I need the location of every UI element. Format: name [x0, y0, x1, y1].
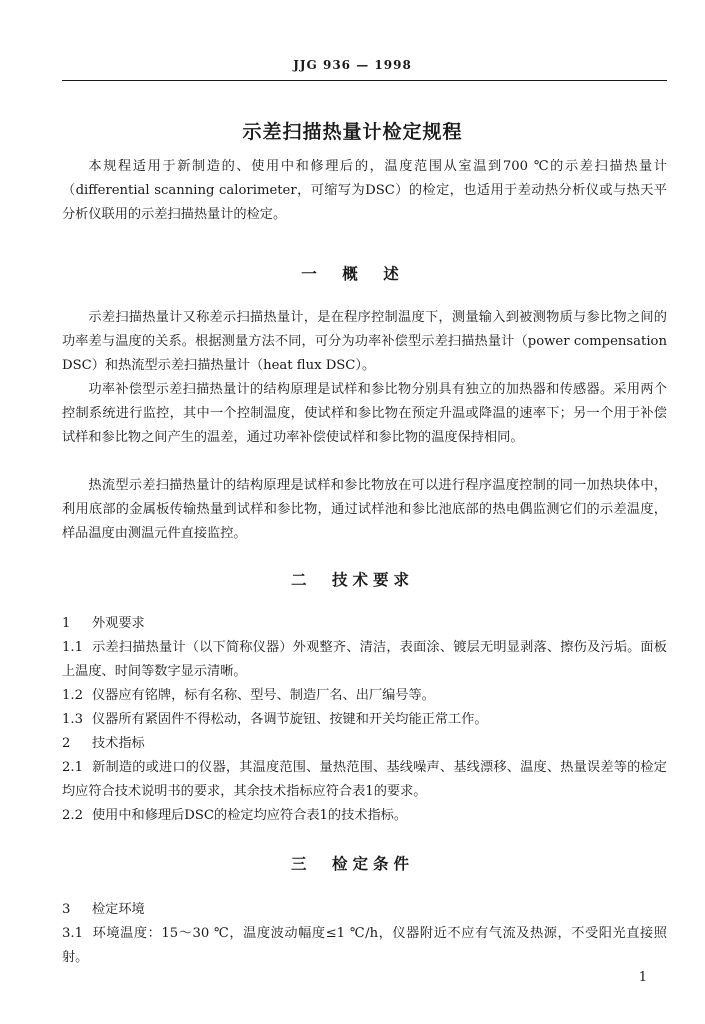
list-item — [62, 922, 667, 970]
page-number: 1 — [638, 970, 647, 985]
section-3-heading: 三 检定条件 — [290, 854, 414, 873]
list-item — [62, 684, 667, 708]
item-text: 仪器所有紧固件不得松动，各调节旋钮、按键和开关均能正常工作。 — [92, 712, 488, 727]
section-1-paragraph: 热流型示差扫描热量计的结构原理是试样和参比物放在可以进行程序温度控制的同一加热块体中，利用底部的金属板传输热量到试样和参比物，通过试样池和参比池底部的热电偶监测它们的示差温度，样品温度由测温元件直接监控。 — [62, 478, 667, 541]
list-item — [62, 612, 667, 636]
list-item — [62, 636, 667, 684]
item-text: 检定环境 — [92, 902, 145, 917]
section-2-heading: 二 技术要求 — [290, 570, 414, 589]
item-number: 1.3 — [62, 712, 83, 727]
item-text: 外观要求 — [92, 616, 145, 631]
item-number: 1.2 — [62, 688, 83, 703]
header-rule — [62, 80, 667, 81]
item-number: 2.2 — [62, 808, 83, 823]
list-item — [62, 804, 667, 828]
list-item — [62, 898, 667, 922]
item-number: 2.1 — [62, 760, 83, 775]
document-title: 示差扫描热量计检定规程 — [242, 121, 463, 143]
list-item — [62, 756, 667, 804]
section-1-paragraph: 功率补偿型示差扫描热量计的结构原理是试样和参比物分别具有独立的加热器和传感器。采用两个控制系统进行监控，其中一个控制温度，使试样和参比物在预定升温或降温的速率下；另一个用于补偿试样和参比物之间产生的温差，通过功率补偿使试样和参比物的温度保持相同。 — [62, 382, 667, 445]
section-1-paragraph: 示差扫描热量计又称差示扫描热量计，是在程序控制温度下，测量输入到被测物质与参比物之间的功率差与温度的关系。根据测量方法不同，可分为功率补偿型示差扫描热量计（power compensation DSC）和热流型示差扫描热量计（heat flux DSC）。 — [62, 310, 667, 373]
intro-paragraph: 本规程适用于新制造的、使用中和修理后的，温度范围从室温到700 ℃的示差扫描热量计（differential scanning calorimeter，可缩写为DSC）的检定，也适用于差动热分析仪或与热天平分析仪联用的示差扫描热量计的检定。 — [62, 159, 667, 222]
list-item — [62, 708, 667, 732]
list-item — [62, 732, 667, 756]
item-number: 3.1 — [62, 926, 83, 941]
item-text: 仪器应有铭牌，标有名称、型号、制造厂名、出厂编号等。 — [92, 688, 435, 703]
item-number: 1 — [62, 616, 71, 631]
standard-code-header: JJG 936 — 1998 — [293, 58, 412, 72]
item-number: 1.1 — [62, 640, 83, 655]
item-text: 新制造的或进口的仪器，其温度范围、量热范围、基线噪声、基线漂移、温度、热量误差等的检定均应符合技术说明书的要求，其余技术指标应符合表1的要求。 — [62, 760, 667, 799]
item-text: 使用中和修理后DSC的检定均应符合表1的技术指标。 — [92, 808, 408, 823]
item-number: 2 — [62, 736, 71, 751]
section-1-heading: 一 概 述 — [301, 264, 404, 283]
item-number: 3 — [62, 902, 71, 917]
item-text: 环境温度：15～30 ℃，温度波动幅度≤1 ℃/h，仪器附近不应有气流及热源，不受阳光直接照射。 — [62, 926, 667, 965]
item-text: 示差扫描热量计（以下简称仪器）外观整齐、清洁，表面涂、镀层无明显剥落、擦伤及污垢。面板上温度、时间等数字显示清晰。 — [62, 640, 667, 679]
item-text: 技术指标 — [92, 736, 145, 751]
